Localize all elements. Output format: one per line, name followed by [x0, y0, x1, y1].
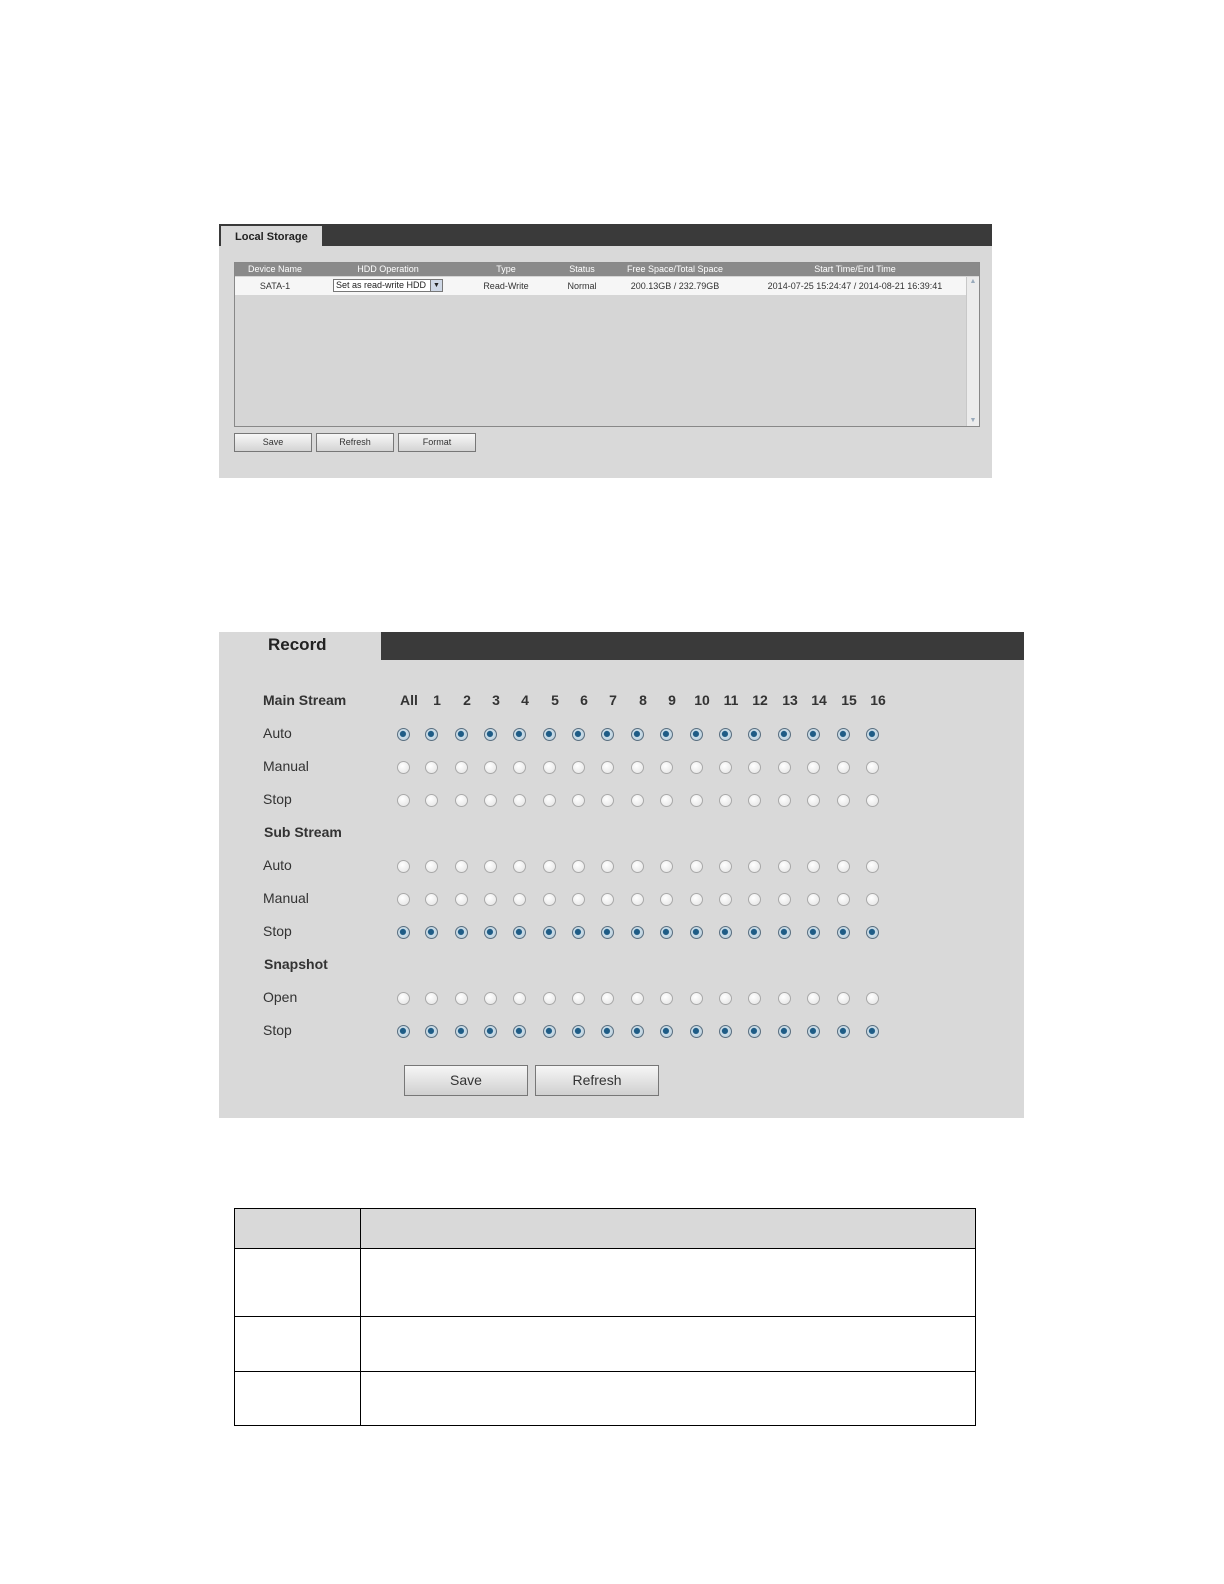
radio-channel-8[interactable]	[631, 728, 644, 741]
radio-channel-8[interactable]	[631, 1025, 644, 1038]
section-title: Main Stream	[263, 692, 347, 708]
radio-channel-7[interactable]	[601, 728, 614, 741]
radio-channel-11[interactable]	[719, 728, 732, 741]
channel-header-2: 2	[463, 692, 471, 708]
radio-channel-1[interactable]	[425, 728, 438, 741]
radio-channel-11[interactable]	[719, 1025, 732, 1038]
channel-header-12: 12	[752, 692, 768, 708]
radio-channel-16[interactable]	[866, 992, 879, 1005]
radio-all[interactable]	[397, 761, 410, 774]
radio-channel-3[interactable]	[484, 992, 497, 1005]
table-header	[235, 263, 979, 276]
radio-channel-5[interactable]	[543, 1025, 556, 1038]
radio-channel-15[interactable]	[837, 761, 850, 774]
radio-channel-1[interactable]	[425, 893, 438, 906]
radio-channel-16[interactable]	[866, 728, 879, 741]
radio-channel-16[interactable]	[866, 761, 879, 774]
channel-header-11: 11	[723, 692, 739, 708]
radio-channel-3[interactable]	[484, 893, 497, 906]
row-label: Stop	[263, 923, 292, 939]
radio-channel-12[interactable]	[748, 992, 761, 1005]
tab-bar	[219, 224, 992, 246]
radio-channel-8[interactable]	[631, 893, 644, 906]
radio-channel-7[interactable]	[601, 926, 614, 939]
radio-all[interactable]	[397, 893, 410, 906]
radio-channel-7[interactable]	[601, 794, 614, 807]
channel-header-15: 15	[841, 692, 857, 708]
radio-channel-6[interactable]	[572, 992, 585, 1005]
channel-header-6: 6	[580, 692, 588, 708]
radio-channel-4[interactable]	[513, 893, 526, 906]
radio-channel-6[interactable]	[572, 728, 585, 741]
radio-channel-6[interactable]	[572, 926, 585, 939]
save-button[interactable]: Save	[234, 433, 312, 452]
table-cell	[360, 1248, 976, 1317]
radio-channel-7[interactable]	[601, 860, 614, 873]
section-title: Sub Stream	[264, 824, 342, 840]
channel-header-14: 14	[811, 692, 827, 708]
radio-channel-15[interactable]	[837, 992, 850, 1005]
radio-channel-9[interactable]	[660, 728, 673, 741]
hdd-table	[234, 262, 980, 427]
row-label: Manual	[263, 890, 309, 906]
format-button[interactable]: Format	[398, 433, 476, 452]
radio-channel-6[interactable]	[572, 893, 585, 906]
radio-channel-4[interactable]	[513, 992, 526, 1005]
radio-channel-14[interactable]	[807, 893, 820, 906]
space-cell: 200.13GB / 232.79GB	[630, 281, 720, 291]
radio-channel-9[interactable]	[660, 860, 673, 873]
radio-channel-15[interactable]	[837, 926, 850, 939]
radio-channel-16[interactable]	[866, 1025, 879, 1038]
radio-channel-12[interactable]	[748, 761, 761, 774]
time-cell: 2014-07-25 15:24:47 / 2014-08-21 16:39:41	[767, 281, 943, 291]
radio-channel-3[interactable]	[484, 860, 497, 873]
radio-channel-10[interactable]	[690, 992, 703, 1005]
parameter-table	[234, 1208, 976, 1426]
row-label: Stop	[263, 1022, 292, 1038]
radio-channel-13[interactable]	[778, 794, 791, 807]
radio-channel-15[interactable]	[837, 794, 850, 807]
radio-channel-2[interactable]	[455, 893, 468, 906]
radio-channel-3[interactable]	[484, 926, 497, 939]
radio-channel-11[interactable]	[719, 761, 732, 774]
row-label: Open	[263, 989, 298, 1005]
radio-channel-8[interactable]	[631, 794, 644, 807]
radio-channel-7[interactable]	[601, 1025, 614, 1038]
radio-channel-1[interactable]	[425, 926, 438, 939]
row-label: Stop	[263, 791, 292, 807]
radio-channel-3[interactable]	[484, 761, 497, 774]
scroll-up-icon[interactable]: ▲	[969, 278, 977, 285]
radio-channel-13[interactable]	[778, 992, 791, 1005]
radio-channel-4[interactable]	[513, 761, 526, 774]
radio-channel-16[interactable]	[866, 794, 879, 807]
radio-channel-4[interactable]	[513, 926, 526, 939]
channel-header-1: 1	[433, 692, 441, 708]
radio-channel-4[interactable]	[513, 860, 526, 873]
radio-channel-13[interactable]	[778, 893, 791, 906]
section-title: Snapshot	[264, 956, 328, 972]
radio-channel-4[interactable]	[513, 794, 526, 807]
radio-channel-13[interactable]	[778, 926, 791, 939]
radio-channel-1[interactable]	[425, 992, 438, 1005]
table-header-cell	[360, 1208, 976, 1249]
radio-channel-2[interactable]	[455, 860, 468, 873]
radio-channel-5[interactable]	[543, 728, 556, 741]
radio-channel-8[interactable]	[631, 860, 644, 873]
radio-channel-1[interactable]	[425, 860, 438, 873]
local-storage-panel	[219, 224, 992, 478]
table-cell	[360, 1316, 976, 1372]
radio-channel-1[interactable]	[425, 1025, 438, 1038]
radio-all[interactable]	[397, 860, 410, 873]
radio-channel-10[interactable]	[690, 794, 703, 807]
radio-channel-15[interactable]	[837, 893, 850, 906]
radio-channel-12[interactable]	[748, 926, 761, 939]
radio-channel-5[interactable]	[543, 794, 556, 807]
hdd-operation-value: Set as read-write HDD	[336, 280, 427, 290]
radio-channel-10[interactable]	[690, 893, 703, 906]
radio-channel-14[interactable]	[807, 860, 820, 873]
radio-channel-13[interactable]	[778, 728, 791, 741]
table-header-cell	[234, 1208, 361, 1249]
radio-channel-6[interactable]	[572, 860, 585, 873]
radio-channel-10[interactable]	[690, 926, 703, 939]
table-cell	[234, 1316, 361, 1372]
device-name-cell: SATA-1	[259, 281, 291, 291]
channel-header-10: 10	[694, 692, 710, 708]
radio-channel-13[interactable]	[778, 860, 791, 873]
radio-channel-4[interactable]	[513, 1025, 526, 1038]
radio-channel-2[interactable]	[455, 992, 468, 1005]
radio-channel-11[interactable]	[719, 992, 732, 1005]
radio-channel-16[interactable]	[866, 926, 879, 939]
radio-channel-11[interactable]	[719, 794, 732, 807]
channel-header-3: 3	[492, 692, 500, 708]
radio-channel-15[interactable]	[837, 728, 850, 741]
radio-channel-3[interactable]	[484, 728, 497, 741]
row-label: Auto	[263, 725, 292, 741]
radio-channel-12[interactable]	[748, 1025, 761, 1038]
channel-header-8: 8	[639, 692, 647, 708]
radio-channel-16[interactable]	[866, 893, 879, 906]
radio-channel-3[interactable]	[484, 1025, 497, 1038]
radio-channel-5[interactable]	[543, 761, 556, 774]
radio-channel-13[interactable]	[778, 761, 791, 774]
radio-all[interactable]	[397, 1025, 410, 1038]
radio-channel-3[interactable]	[484, 794, 497, 807]
channel-header-16: 16	[870, 692, 886, 708]
radio-channel-12[interactable]	[748, 860, 761, 873]
radio-channel-5[interactable]	[543, 992, 556, 1005]
tab-bar	[381, 632, 1024, 660]
radio-channel-2[interactable]	[455, 926, 468, 939]
tab-record[interactable]: Record	[268, 635, 327, 654]
radio-channel-9[interactable]	[660, 926, 673, 939]
radio-channel-12[interactable]	[748, 893, 761, 906]
radio-channel-9[interactable]	[660, 761, 673, 774]
table-cell	[234, 1371, 361, 1426]
radio-channel-8[interactable]	[631, 992, 644, 1005]
radio-channel-11[interactable]	[719, 893, 732, 906]
save-button[interactable]: Save	[404, 1065, 528, 1096]
radio-channel-11[interactable]	[719, 860, 732, 873]
radio-all[interactable]	[397, 926, 410, 939]
radio-channel-7[interactable]	[601, 893, 614, 906]
channel-header-all: All	[400, 692, 418, 708]
radio-channel-2[interactable]	[455, 794, 468, 807]
radio-channel-6[interactable]	[572, 794, 585, 807]
channel-header-7: 7	[609, 692, 617, 708]
radio-channel-2[interactable]	[455, 761, 468, 774]
hdd-operation-select[interactable]	[333, 279, 443, 292]
refresh-button[interactable]: Refresh	[316, 433, 394, 452]
scroll-down-icon[interactable]: ▼	[969, 417, 977, 424]
radio-channel-9[interactable]	[660, 992, 673, 1005]
table-cell	[234, 1248, 361, 1317]
column-type: Type	[496, 264, 516, 274]
channel-header-5: 5	[551, 692, 559, 708]
row-label: Auto	[263, 857, 292, 873]
radio-channel-10[interactable]	[690, 1025, 703, 1038]
radio-channel-15[interactable]	[837, 1025, 850, 1038]
radio-channel-11[interactable]	[719, 926, 732, 939]
channel-header-9: 9	[668, 692, 676, 708]
row-label: Manual	[263, 758, 309, 774]
radio-channel-14[interactable]	[807, 728, 820, 741]
radio-channel-12[interactable]	[748, 728, 761, 741]
radio-channel-7[interactable]	[601, 992, 614, 1005]
radio-channel-4[interactable]	[513, 728, 526, 741]
radio-all[interactable]	[397, 794, 410, 807]
radio-channel-12[interactable]	[748, 794, 761, 807]
type-cell: Read-Write	[483, 281, 529, 291]
radio-channel-5[interactable]	[543, 926, 556, 939]
radio-channel-10[interactable]	[690, 860, 703, 873]
radio-channel-8[interactable]	[631, 761, 644, 774]
tab-local-storage[interactable]: Local Storage	[221, 226, 322, 249]
radio-channel-14[interactable]	[807, 1025, 820, 1038]
table-row[interactable]	[235, 277, 967, 295]
table-scrollbar[interactable]	[966, 277, 979, 426]
channel-header-13: 13	[782, 692, 798, 708]
radio-channel-14[interactable]	[807, 761, 820, 774]
radio-channel-9[interactable]	[660, 893, 673, 906]
radio-channel-6[interactable]	[572, 1025, 585, 1038]
radio-all[interactable]	[397, 992, 410, 1005]
radio-channel-1[interactable]	[425, 761, 438, 774]
radio-channel-14[interactable]	[807, 926, 820, 939]
status-cell: Normal	[567, 281, 597, 291]
radio-channel-15[interactable]	[837, 860, 850, 873]
radio-channel-2[interactable]	[455, 1025, 468, 1038]
radio-all[interactable]	[397, 728, 410, 741]
radio-channel-16[interactable]	[866, 860, 879, 873]
radio-channel-5[interactable]	[543, 893, 556, 906]
radio-channel-14[interactable]	[807, 794, 820, 807]
channel-header-4: 4	[521, 692, 529, 708]
radio-channel-5[interactable]	[543, 860, 556, 873]
radio-channel-14[interactable]	[807, 992, 820, 1005]
column-free-space: Free Space/Total Space	[626, 264, 724, 274]
radio-channel-9[interactable]	[660, 1025, 673, 1038]
chevron-down-icon[interactable]: ▼	[430, 280, 442, 291]
table-cell	[360, 1371, 976, 1426]
column-hdd-operation: HDD Operation	[357, 264, 419, 274]
radio-channel-2[interactable]	[455, 728, 468, 741]
radio-channel-1[interactable]	[425, 794, 438, 807]
radio-channel-6[interactable]	[572, 761, 585, 774]
radio-channel-10[interactable]	[690, 761, 703, 774]
record-panel	[219, 632, 1024, 1118]
radio-channel-9[interactable]	[660, 794, 673, 807]
radio-channel-7[interactable]	[601, 761, 614, 774]
column-status: Status	[569, 264, 595, 274]
column-start-end-time: Start Time/End Time	[814, 264, 896, 274]
radio-channel-10[interactable]	[690, 728, 703, 741]
column-device-name: Device Name	[247, 264, 303, 274]
refresh-button[interactable]: Refresh	[535, 1065, 659, 1096]
radio-channel-13[interactable]	[778, 1025, 791, 1038]
radio-channel-8[interactable]	[631, 926, 644, 939]
